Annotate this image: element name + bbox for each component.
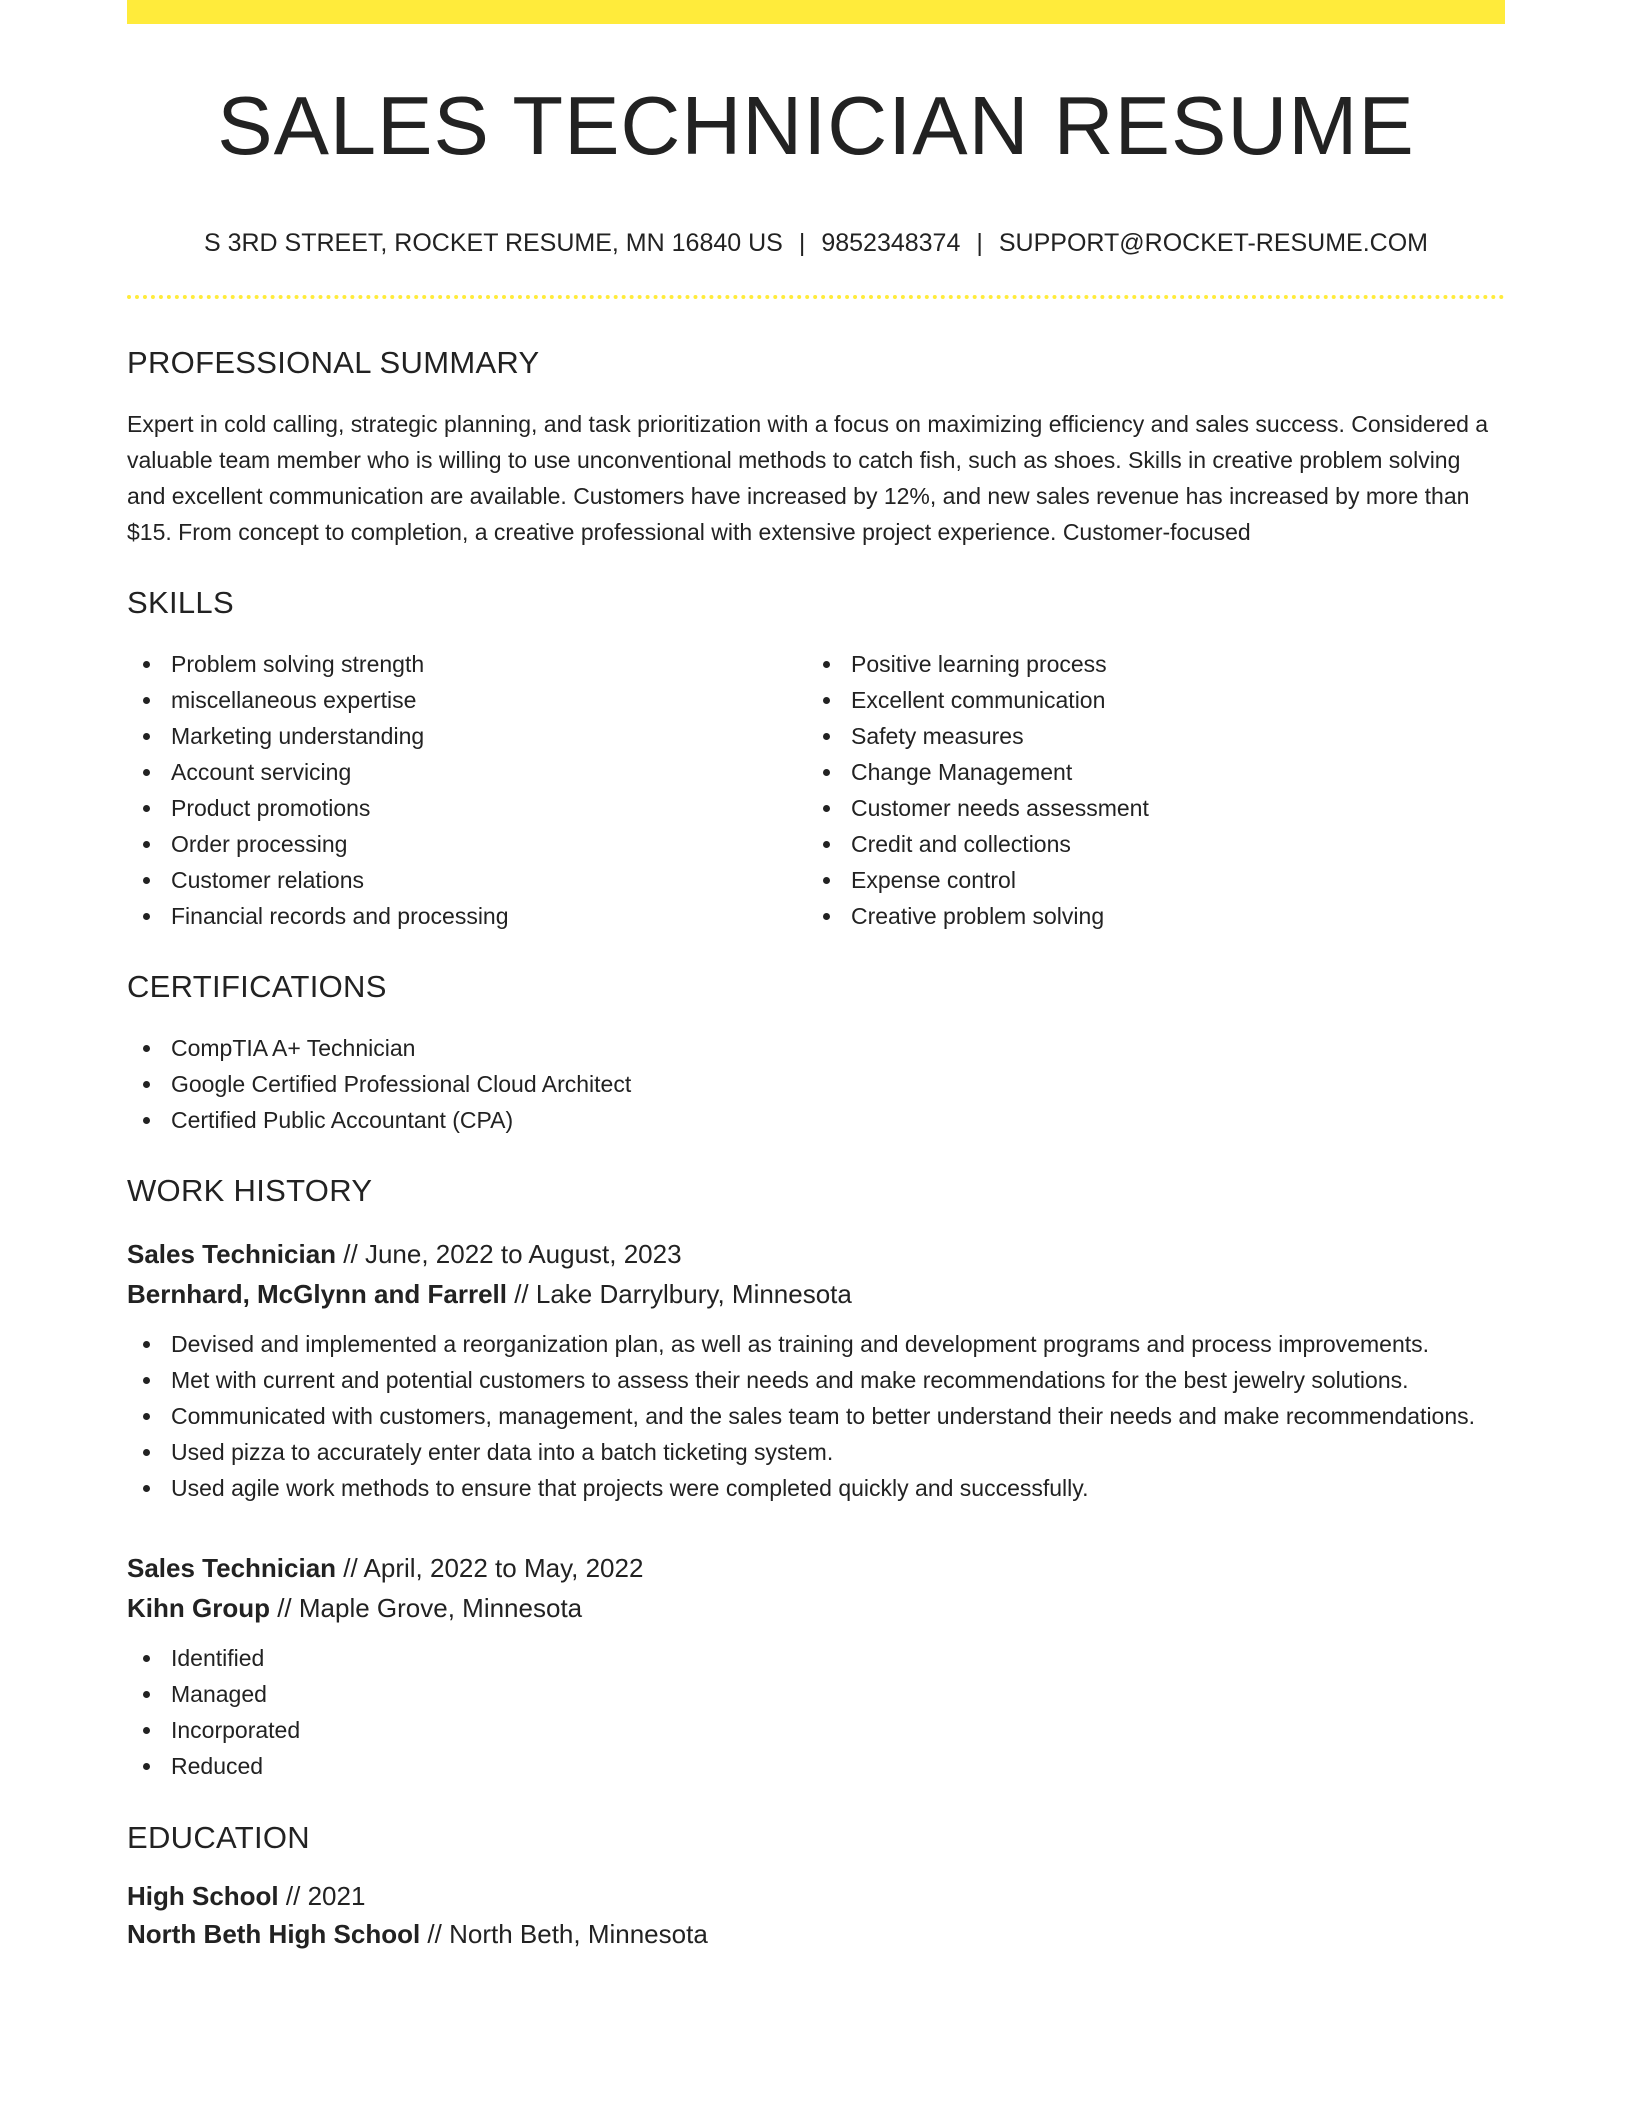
skill-item: Problem solving strength xyxy=(127,646,807,682)
job-company-line xyxy=(127,1588,1505,1628)
job-dates: // April, 2022 to May, 2022 xyxy=(336,1553,644,1583)
job-bullet-list xyxy=(127,1326,1505,1506)
skill-item: Order processing xyxy=(127,826,807,862)
job-bullet: Used agile work methods to ensure that projects were completed quickly and successfully. xyxy=(127,1470,1505,1506)
job-bullet: Used pizza to accurately enter data into a batch ticketing system. xyxy=(127,1434,1505,1470)
job-company: Bernhard, McGlynn and Farrell xyxy=(127,1279,507,1309)
contact-line xyxy=(127,231,1505,256)
skill-item: Credit and collections xyxy=(807,826,1487,862)
job-entry xyxy=(127,1234,1505,1506)
certification-item: Certified Public Accountant (CPA) xyxy=(127,1102,1505,1138)
skill-item: Safety measures xyxy=(807,718,1487,754)
job-title: Sales Technician xyxy=(127,1239,337,1269)
skill-item: Financial records and processing xyxy=(127,898,807,934)
education-year: // 2021 xyxy=(278,1881,366,1911)
skills-left-list xyxy=(127,646,807,934)
job-bullet-list xyxy=(127,1640,1505,1784)
education-heading: EDUCATION xyxy=(127,1820,310,1855)
skill-item: Positive learning process xyxy=(807,646,1487,682)
skill-item: Excellent communication xyxy=(807,682,1487,718)
skill-item: Account servicing xyxy=(127,754,807,790)
skill-item: Customer needs assessment xyxy=(807,790,1487,826)
summary-heading: PROFESSIONAL SUMMARY xyxy=(127,345,540,380)
job-company: Kihn Group xyxy=(127,1593,270,1623)
skill-item: Expense control xyxy=(807,862,1487,898)
skill-item: Change Management xyxy=(807,754,1487,790)
job-bullet: Identified xyxy=(127,1640,1505,1676)
skill-item: Customer relations xyxy=(127,862,807,898)
job-bullet: Reduced xyxy=(127,1748,1505,1784)
job-bullet: Met with current and potential customers to assess their needs and make recommendations for the best jewelry solutions. xyxy=(127,1362,1505,1398)
summary-text: Expert in cold calling, strategic planning, and task prioritization with a focus on maximizing efficiency and sales success. Considered a valuable team member who is willing to use unconventional methods to catch fish, such as shoes. Skills in creative problem solving and excellent communication are available. Customers have increased by 12%, and new sales revenue has increased by more than $15. From concept to completion, a creative professional with extensive project experience. Customer-focused xyxy=(127,411,1489,545)
work-history-heading: WORK HISTORY xyxy=(127,1173,373,1208)
skill-item: Product promotions xyxy=(127,790,807,826)
certifications-heading: CERTIFICATIONS xyxy=(127,969,387,1004)
top-accent-bar xyxy=(127,0,1505,24)
contact-separator: | xyxy=(798,229,806,257)
job-dates: // June, 2022 to August, 2023 xyxy=(336,1239,682,1269)
education-school: North Beth High School xyxy=(127,1919,421,1949)
skills-grid xyxy=(127,646,1505,934)
job-location: // Lake Darrylbury, Minnesota xyxy=(506,1279,852,1309)
education-location: // North Beth, Minnesota xyxy=(420,1919,708,1949)
certification-item: CompTIA A+ Technician xyxy=(127,1030,1505,1066)
job-title: Sales Technician xyxy=(127,1553,337,1583)
contact-email: SUPPORT@ROCKET-RESUME.COM xyxy=(998,229,1429,257)
skill-item: Marketing understanding xyxy=(127,718,807,754)
header-divider xyxy=(127,295,1505,299)
job-bullet: Incorporated xyxy=(127,1712,1505,1748)
education-school-line xyxy=(127,1915,1505,1953)
resume-title: SALES TECHNICIAN RESUME xyxy=(217,79,1415,172)
job-company-line xyxy=(127,1274,1505,1314)
job-location: // Maple Grove, Minnesota xyxy=(269,1593,583,1623)
skill-item: miscellaneous expertise xyxy=(127,682,807,718)
certification-item: Google Certified Professional Cloud Architect xyxy=(127,1066,1505,1102)
skill-item: Creative problem solving xyxy=(807,898,1487,934)
education-degree-line xyxy=(127,1877,1505,1915)
contact-address: S 3RD STREET, ROCKET RESUME, MN 16840 US xyxy=(203,229,783,257)
job-title-line xyxy=(127,1548,1505,1588)
contact-separator: | xyxy=(976,229,983,257)
job-bullet: Managed xyxy=(127,1676,1505,1712)
skills-right-list xyxy=(807,646,1487,934)
job-bullet: Communicated with customers, management, and the sales team to better understand their needs and make recommendations. xyxy=(127,1398,1505,1434)
certifications-list xyxy=(127,1030,1505,1138)
job-entry xyxy=(127,1548,1505,1784)
education-entry xyxy=(127,1877,1505,1953)
education-degree: High School xyxy=(127,1881,279,1911)
job-title-line xyxy=(127,1234,1505,1274)
job-bullet: Devised and implemented a reorganization plan, as well as training and development programs and process improvements. xyxy=(127,1326,1505,1362)
skills-heading: SKILLS xyxy=(127,585,234,620)
contact-phone: 9852348374 xyxy=(821,229,961,257)
